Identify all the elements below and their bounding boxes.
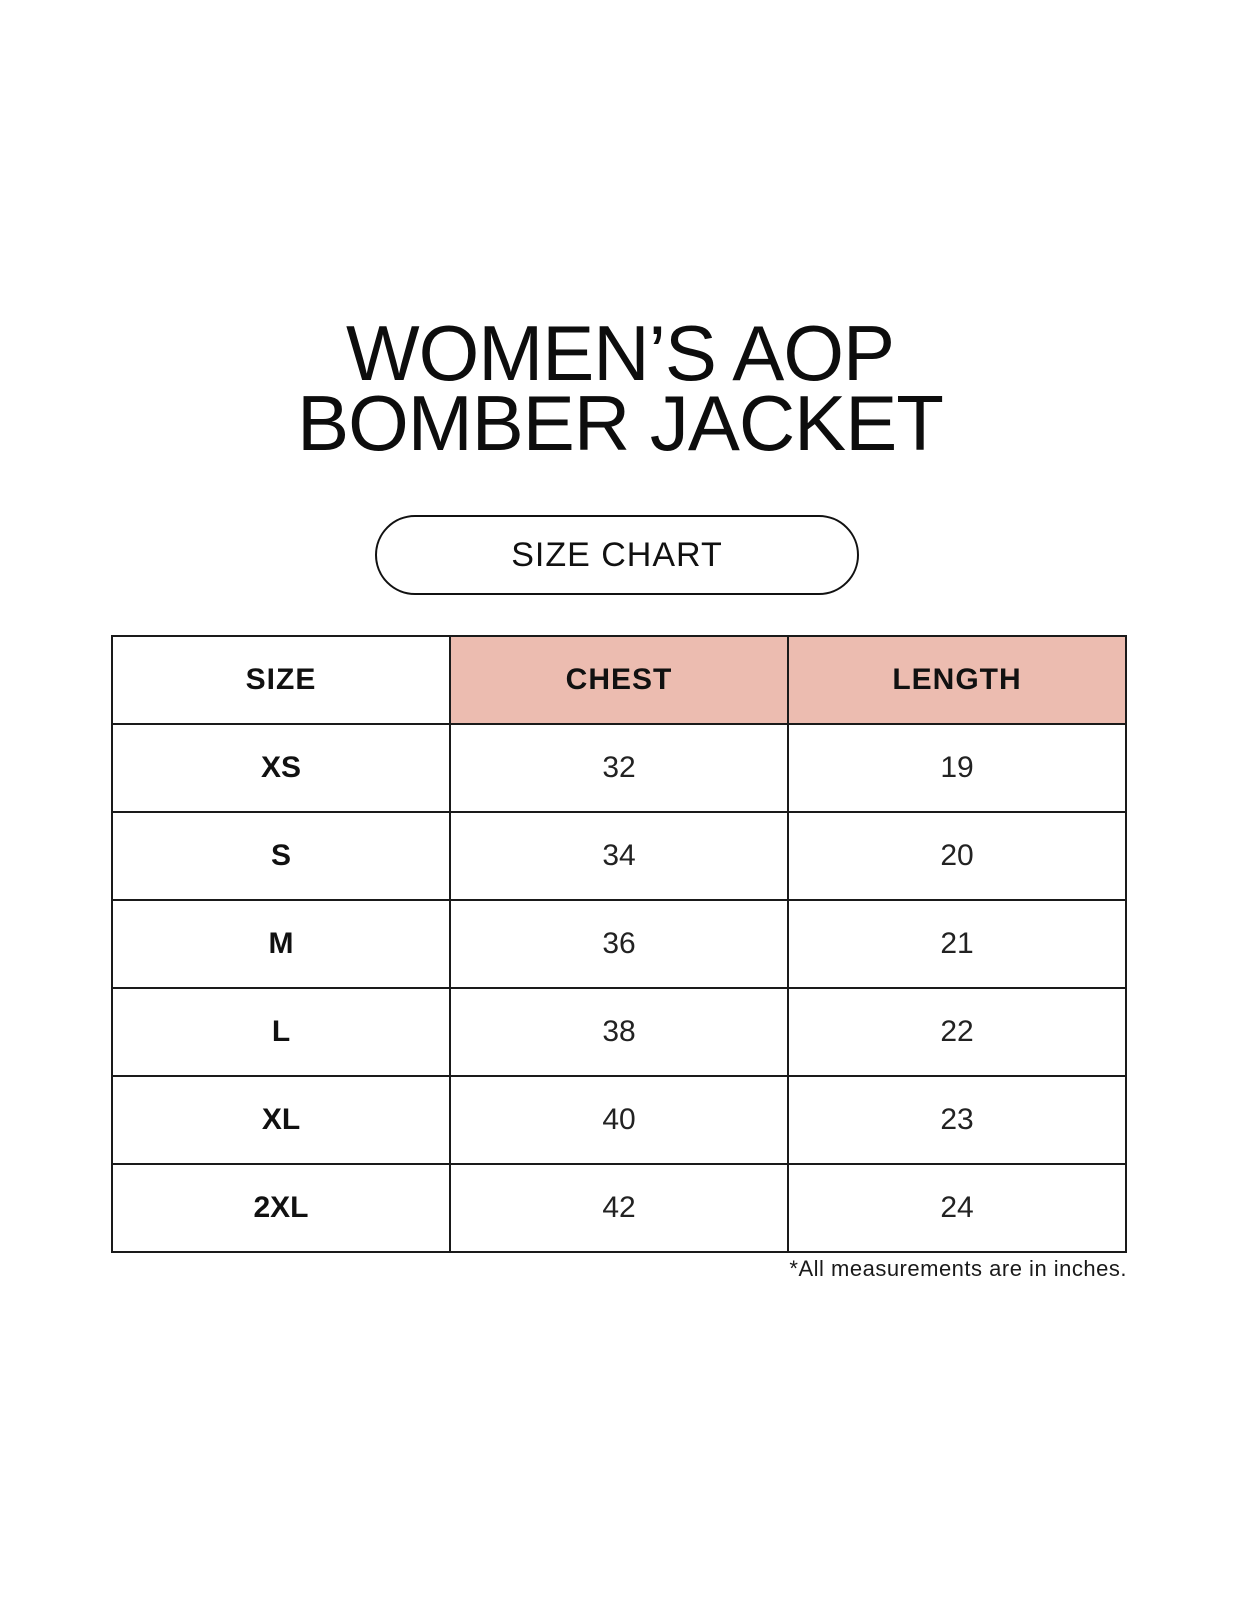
- size-chart-label: SIZE CHART: [511, 535, 723, 574]
- length-cell: 20: [788, 812, 1126, 900]
- chest-cell: 40: [450, 1076, 788, 1164]
- size-chart-table: [111, 635, 1127, 1253]
- size-cell: S: [112, 812, 450, 900]
- title-line-1: WOMEN’S AOP: [345, 309, 895, 397]
- size-cell: XL: [112, 1076, 450, 1164]
- chest-cell: 32: [450, 724, 788, 812]
- size-chart-badge: [375, 515, 859, 595]
- size-cell: L: [112, 988, 450, 1076]
- chest-cell: 38: [450, 988, 788, 1076]
- table-row: [112, 1164, 1126, 1252]
- page-title: [0, 309, 1240, 467]
- length-cell: 19: [788, 724, 1126, 812]
- length-cell: 24: [788, 1164, 1126, 1252]
- table-row: [112, 988, 1126, 1076]
- table-row: [112, 724, 1126, 812]
- chest-cell: 42: [450, 1164, 788, 1252]
- chest-cell: 34: [450, 812, 788, 900]
- length-cell: 23: [788, 1076, 1126, 1164]
- table-row: [112, 812, 1126, 900]
- size-cell: XS: [112, 724, 450, 812]
- header-chest: CHEST: [450, 636, 788, 724]
- header-length: LENGTH: [788, 636, 1126, 724]
- table-header-row: [112, 636, 1126, 724]
- measurement-footnote: *All measurements are in inches.: [789, 1256, 1127, 1281]
- length-cell: 22: [788, 988, 1126, 1076]
- chest-cell: 36: [450, 900, 788, 988]
- header-size: SIZE: [112, 636, 450, 724]
- size-cell: 2XL: [112, 1164, 450, 1252]
- title-line-2: BOMBER JACKET: [297, 379, 943, 467]
- table-row: [112, 900, 1126, 988]
- size-cell: M: [112, 900, 450, 988]
- length-cell: 21: [788, 900, 1126, 988]
- table-row: [112, 1076, 1126, 1164]
